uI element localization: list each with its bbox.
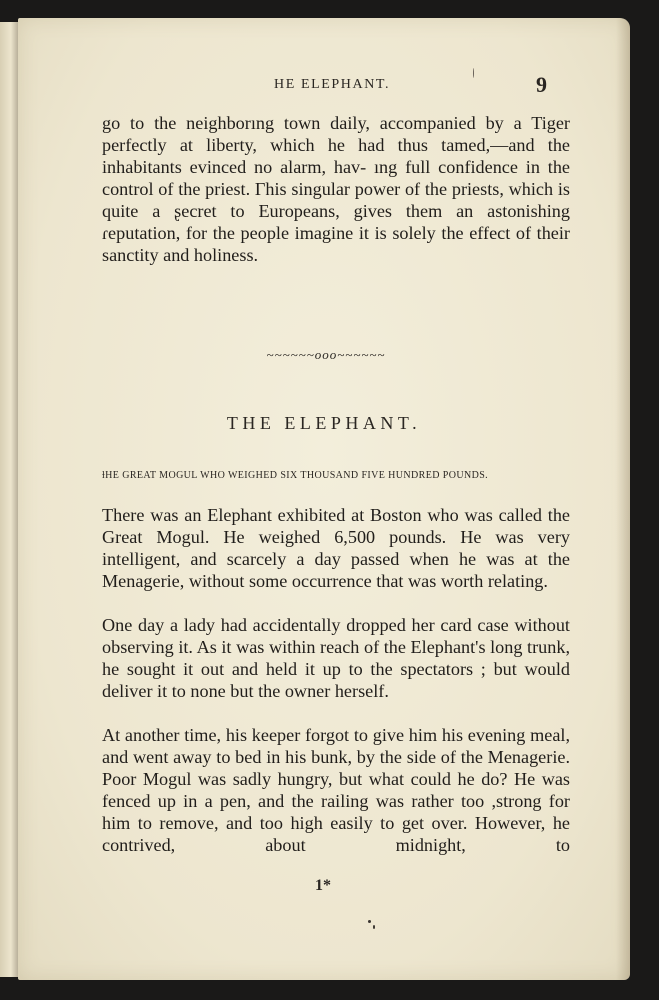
- signature-mark: 1*: [315, 877, 331, 894]
- running-head: [18, 74, 630, 98]
- body-paragraph: There was an Elephant exhibited at Boston who was called the Great Mogul. He weighed 6,500 pounds. He was very intelligent, and scarcely a day passed when he was at the Menagerie, without some occurrence that was worth relating.: [102, 505, 570, 591]
- body-paragraph: One day a lady had accidentally dropped her card case without observing it. As it was within reach of the Elephant's long trunk, he sought it out and held it up to the spectators ; but would deliver it to none but the owner herself.: [102, 615, 570, 701]
- body-paragraph: At another time, his keeper forgot to give him his evening meal, and went away to bed in his bunk, by the side of the Menagerie. Poor Mogul was sadly hungry, but what could he do? He was fenced up in a pen, and the railing was rather too ,strong for him to remove, and too high easily to get over. However, he contrived, about midnight, to: [102, 725, 570, 855]
- book-page: [18, 18, 630, 980]
- continuation-paragraph: go to the neighborıng town daily, accompanied by a Tiger perfectly at liberty, which he had thus tamed,—and the inhabitants evinced no alarm, hav- ıng full confidence in the control of the priest. Гhis singular power of the priests, which is quite a ʂecret to Europeans, gives them an astonishing ɾeputation, for the people imagine it is solely the effect of their sanctity and holiness.: [102, 113, 570, 265]
- paper-speck: [373, 925, 375, 929]
- section-subheading: ƚHE GREAT MOGUL WHO WEIGHED SIX THOUSAND FIVE HUNDRED POUNDS.: [102, 470, 489, 481]
- paper-speck: [368, 920, 371, 923]
- section-title: THE ELEPHANT.: [226, 413, 422, 433]
- page-number: 9: [536, 72, 547, 97]
- paper-speck: [473, 68, 474, 78]
- running-head-title: HE ELEPHANT.: [274, 77, 391, 92]
- facing-page-edge: [0, 22, 18, 977]
- section-divider: ~~~~~~ooo~~~~~~: [266, 347, 386, 362]
